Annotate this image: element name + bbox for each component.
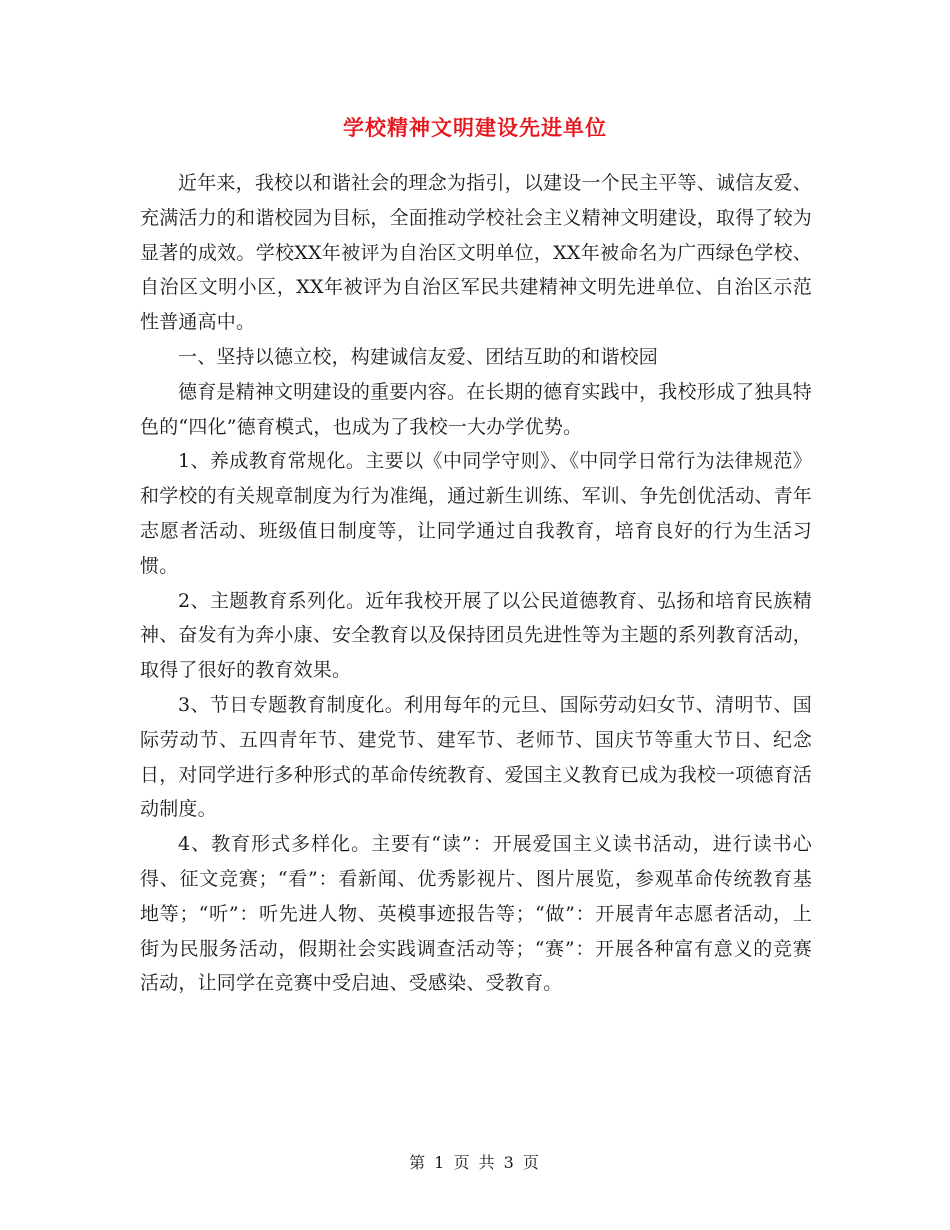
paragraph-item-2: 2、主题教育系列化。近年我校开展了以公民道德教育、弘扬和培育民族精神、奋发有为奔小康、安全教育以及保持团员先进性等为主题的系列教育活动，取得了很好的教育效果。 xyxy=(140,589,813,682)
paragraph-item-1: 1、养成教育常规化。主要以《中同学守则》、《中同学日常行为法律规范》和学校的有关规章制度为行为准绳，通过新生训练、军训、争先创优活动、青年志愿者活动、班级值日制度等，让同学通过自我教育，培育良好的行为生活习惯。 xyxy=(140,450,813,577)
paragraph-item-4: 4、教育形式多样化。主要有“读”：开展爱国主义读书活动，进行读书心得、征文竞赛；“看”：看新闻、优秀影视片、图片展览，参观革命传统教育基地等；“听”：听先进人物、英模事迹报告等；“做”：开展青年志愿者活动，上街为民服务活动，假期社会实践调查活动等；“赛”：开展各种富有意义的竞赛活动，让同学在竞赛中受启迪、受感染、受教育。 xyxy=(140,833,812,995)
page-number-footer: 第 1 页 共 3 页 xyxy=(409,1153,541,1172)
paragraph-moral-education: 德育是精神文明建设的重要内容。在长期的德育实践中，我校形成了独具特色的“四化”德育模式，也成为了我校一大办学优势。 xyxy=(140,380,812,438)
paragraph-intro: 近年来，我校以和谐社会的理念为指引，以建设一个民主平等、诚信友爱、充满活力的和谐校园为目标，全面推动学校社会主义精神文明建设，取得了较为显著的成效。学校XX年被评为自治区文明单位，XX年被命名为广西绿色学校、自治区文明小区，XX年被评为自治区军民共建精神文明先进单位、自治区示范性普通高中。 xyxy=(140,172,813,334)
document-title: 学校精神文明建设先进单位 xyxy=(343,115,607,140)
section-heading-1: 一、坚持以德立校，构建诚信友爱、团结互助的和谐校园 xyxy=(178,345,659,368)
paragraph-item-3: 3、节日专题教育制度化。利用每年的元旦、国际劳动妇女节、清明节、国际劳动节、五四青年节、建党节、建军节、老师节、国庆节等重大节日、纪念日，对同学进行多种形式的革命传统教育、爱国主义教育已成为我校一项德育活动制度。 xyxy=(140,693,813,821)
document-body xyxy=(140,166,812,1001)
